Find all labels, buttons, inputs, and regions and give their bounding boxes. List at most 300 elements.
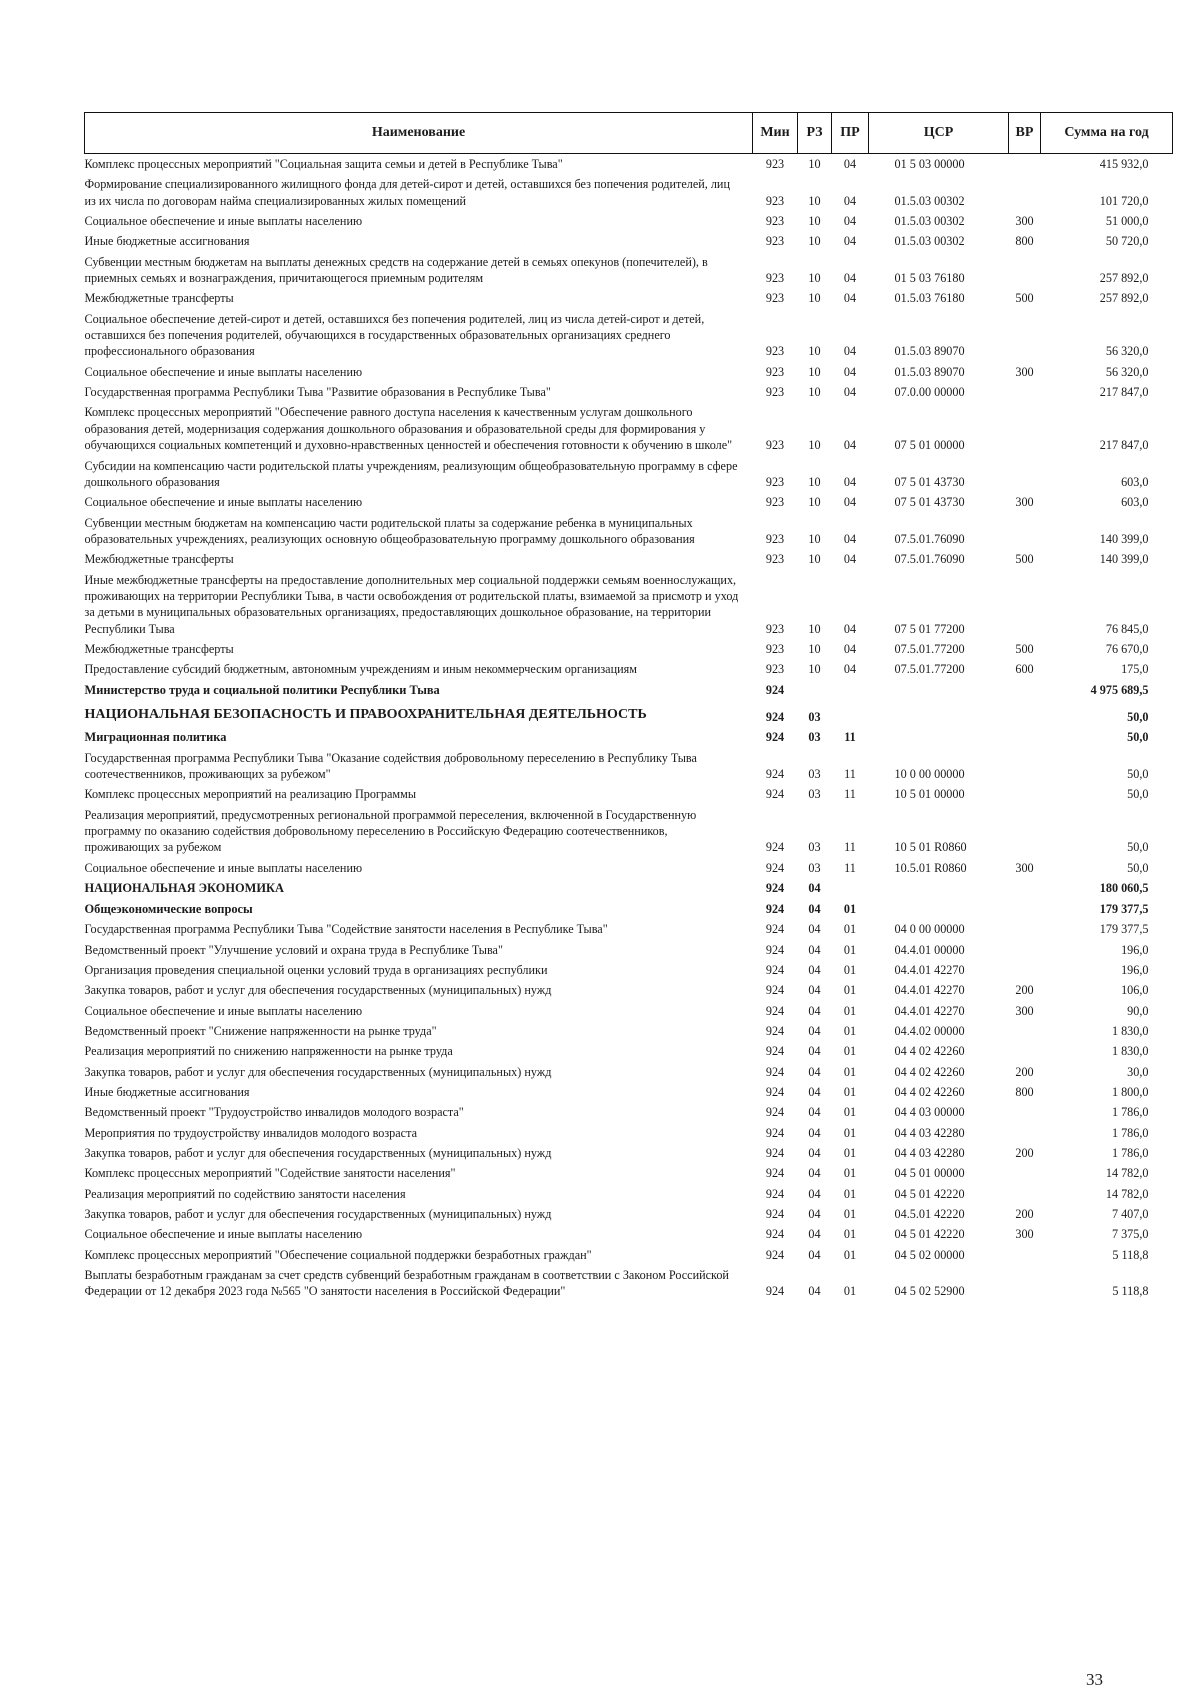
cell-min: 923 [765,621,785,636]
cell-vr: 200 [1015,1064,1034,1079]
cell-csr: 04 5 01 42220 [894,1186,965,1201]
cell-rz: 10 [808,193,821,208]
cell-sum: 56 320,0 [1105,364,1149,379]
cell-sum: 1 786,0 [1111,1146,1149,1160]
cell-csr: 04 4 02 42260 [894,1044,965,1059]
cell-min: 924 [765,766,785,781]
table-row [85,700,1173,727]
cell-min: 924 [765,922,785,937]
cell-sum: 257 892,0 [1099,291,1149,306]
cell-sum: 1 830,0 [1111,1044,1149,1059]
table-row [85,878,1173,899]
cell-csr [869,878,1009,899]
cell-csr [869,727,1009,748]
table-row [85,1184,1173,1204]
table-row [85,252,1173,289]
cell-name: Субсидии на компенсацию части родительской платы учреждениям, реализующим общеобразовательную программу в сфере дошкольного образования [84,458,738,489]
cell-vr [1009,252,1041,289]
table-row [85,362,1173,382]
cell-vr [1009,570,1041,639]
cell-csr: 04 4 03 00000 [894,1105,965,1120]
header-vr: ВР [1009,113,1041,154]
cell-min: 923 [765,193,785,208]
cell-rz: 10 [808,474,821,489]
cell-sum: 14 782,0 [1105,1186,1149,1201]
cell-name: Реализация мероприятий по снижению напряженности на рынке труда [84,1044,453,1059]
cell-rz: 03 [808,840,821,855]
cell-name: Иные бюджетные ассигнования [84,1084,250,1099]
cell-name: Ведомственный проект "Трудоустройство инвалидов молодого возраста" [84,1105,464,1120]
cell-vr [1009,174,1041,211]
cell-rz: 04 [808,901,821,916]
cell-name: Миграционная политика [84,729,227,744]
cell-csr: 10 5 01 00000 [894,787,965,802]
cell-min: 924 [765,942,785,957]
cell-vr [1009,1184,1041,1204]
cell-rz: 10 [808,291,821,306]
cell-vr: 200 [1015,1207,1034,1222]
table-row [85,1224,1173,1244]
cell-pr: 01 [843,1023,857,1038]
table-row [85,492,1173,512]
table-row [85,1245,1173,1265]
cell-vr: 500 [1015,641,1034,656]
cell-csr: 07.5.01.76090 [894,552,965,567]
cell-min: 923 [765,214,785,229]
cell-min: 924 [765,962,785,977]
cell-pr: 04 [843,385,857,400]
cell-pr: 01 [843,1247,857,1262]
cell-rz: 03 [808,766,821,781]
cell-pr: 01 [843,1146,857,1160]
cell-min: 924 [765,983,785,998]
cell-rz: 04 [808,1105,821,1120]
table-row [85,154,1173,175]
cell-sum: 1 786,0 [1111,1105,1149,1120]
cell-min: 923 [765,552,785,567]
table-row [85,899,1173,920]
header-min: Мин [753,113,798,154]
table-row [85,639,1173,659]
cell-pr: 11 [844,787,856,802]
cell-csr: 01 5 03 00000 [894,157,965,171]
cell-pr: 01 [843,1166,857,1181]
cell-csr [869,899,1009,920]
table-row [85,858,1173,878]
cell-vr [1009,680,1041,701]
cell-rz: 04 [808,922,821,937]
table-row [85,1123,1173,1143]
cell-csr: 04 5 01 00000 [894,1166,965,1181]
cell-vr: 200 [1015,983,1034,998]
cell-sum: 50,0 [1127,709,1149,724]
cell-csr: 01.5.03 76180 [894,291,965,306]
cell-vr [1009,1102,1041,1122]
cell-csr: 04 4 02 42260 [894,1064,965,1079]
cell-sum: 1 786,0 [1111,1125,1149,1140]
cell-name: Социальное обеспечение и иные выплаты населению [84,364,363,379]
table-row [85,456,1173,493]
cell-name: Закупка товаров, работ и услуг для обеспечения государственных (муниципальных) нужд [84,1207,552,1222]
cell-name: Закупка товаров, работ и услуг для обеспечения государственных (муниципальных) нужд [84,1064,552,1079]
table-row [85,382,1173,402]
cell-name: Закупка товаров, работ и услуг для обеспечения государственных (муниципальных) нужд [84,1146,552,1160]
cell-rz: 10 [808,385,821,400]
cell-rz: 10 [808,641,821,656]
cell-min: 923 [765,662,785,677]
cell-csr: 07 5 01 43730 [894,474,965,489]
cell-pr: 11 [844,840,856,855]
cell-sum: 4 975 689,5 [1090,682,1149,697]
cell-vr [1009,940,1041,960]
cell-pr: 01 [843,983,857,998]
cell-rz: 04 [808,942,821,957]
cell-pr: 01 [843,962,857,977]
cell-sum: 257 892,0 [1099,271,1149,286]
cell-name: Социальное обеспечение и иные выплаты населению [84,214,363,229]
cell-name: Социальное обеспечение и иные выплаты населению [84,1227,363,1242]
cell-csr [869,680,1009,701]
cell-vr [1009,805,1041,858]
table-row [85,784,1173,804]
cell-name: Комплекс процессных мероприятий "Обеспечение равного доступа населения к качественным услугам дошкольного образования детей, модернизация содержания дошкольного образования и образовательной среды для формирования у обучающихся социальных компетенций и духовно-нравственных ценностей и обеспечения готовности к обучению в школе" [84,405,733,453]
table-row [85,231,1173,251]
table-body [85,154,1173,1302]
table-row [85,980,1173,1000]
cell-vr [1009,382,1041,402]
cell-rz: 10 [808,531,821,546]
cell-min: 923 [765,474,785,489]
cell-rz: 04 [808,1023,821,1038]
cell-min: 923 [765,438,785,453]
cell-vr [1009,154,1041,175]
cell-name: Социальное обеспечение и иные выплаты населению [84,1003,363,1018]
cell-csr: 04 4 03 42280 [894,1125,965,1140]
cell-rz: 10 [808,364,821,379]
cell-name: Иные бюджетные ассигнования [84,234,250,249]
cell-pr: 04 [843,531,857,546]
cell-pr: 04 [843,344,857,359]
table-row [85,960,1173,980]
cell-vr [1009,1123,1041,1143]
cell-min: 924 [765,1084,785,1099]
cell-csr [869,700,1009,727]
cell-name: Комплекс процессных мероприятий "Социальная защита семьи и детей в Республике Тыва" [84,157,563,171]
table-row [85,1082,1173,1102]
cell-rz: 04 [808,1227,821,1242]
cell-name: Социальное обеспечение и иные выплаты населению [84,495,363,510]
cell-sum: 603,0 [1121,474,1149,489]
cell-vr [1009,1163,1041,1183]
cell-min: 924 [765,1023,785,1038]
cell-csr: 07 5 01 00000 [894,438,965,453]
cell-min: 923 [765,344,785,359]
cell-name: Выплаты безработным гражданам за счет средств субвенций безработным гражданам в соответствии с Законом Российской Федерации от 12 декабря 2023 года №565 "О занятости населения в Российской Федерации" [84,1268,729,1299]
cell-pr: 01 [843,1064,857,1079]
cell-rz: 04 [808,1125,821,1140]
cell-name: Ведомственный проект "Улучшение условий и охрана труда в Республике Тыва" [84,942,503,957]
page-number: 33 [1086,1670,1103,1689]
table-row [85,288,1173,308]
cell-csr: 04.4.01 42270 [894,983,965,998]
cell-min: 924 [765,840,785,855]
cell-sum: 56 320,0 [1105,344,1149,359]
cell-pr: 04 [843,271,857,286]
cell-name: Организация проведения специальной оценки условий труда в организациях республики [84,962,548,977]
cell-vr [1009,727,1041,748]
table-row [85,680,1173,701]
cell-rz: 10 [808,234,821,249]
cell-min: 924 [765,1003,785,1018]
cell-sum: 5 118,8 [1112,1247,1149,1262]
table-row [85,727,1173,748]
cell-pr [832,680,869,701]
cell-name: Комплекс процессных мероприятий "Обеспечение социальной поддержки безработных граждан" [84,1247,592,1262]
header-sum: Сумма на год [1041,113,1173,154]
cell-vr: 300 [1015,495,1034,510]
cell-sum: 50,0 [1127,860,1149,875]
cell-vr: 800 [1015,1084,1034,1099]
cell-csr: 07.0.00 00000 [894,385,965,400]
cell-pr: 04 [843,234,857,249]
cell-csr: 04.4.02 00000 [894,1023,965,1038]
cell-sum: 140 399,0 [1099,552,1149,567]
cell-sum: 179 377,5 [1099,901,1149,916]
cell-name: Общеэкономические вопросы [84,901,253,916]
cell-min: 924 [765,1166,785,1181]
cell-vr [1009,700,1041,727]
cell-csr: 07.5.01.76090 [894,531,965,546]
table-row [85,659,1173,679]
cell-pr: 01 [843,1284,857,1299]
cell-min: 924 [765,1105,785,1120]
cell-csr: 01.5.03 00302 [894,193,965,208]
cell-rz: 04 [808,983,821,998]
cell-csr: 04.4.01 42270 [894,1003,965,1018]
cell-csr: 07 5 01 43730 [894,495,965,510]
cell-vr: 600 [1015,662,1034,677]
cell-name: Межбюджетные трансферты [84,291,234,306]
cell-sum: 1 830,0 [1111,1023,1149,1038]
table-row [85,1102,1173,1122]
cell-pr: 04 [843,193,857,208]
cell-min: 924 [765,709,785,724]
table-row [85,1062,1173,1082]
cell-name: Межбюджетные трансферты [84,552,234,567]
cell-rz: 10 [808,495,821,510]
cell-csr: 04 5 01 42220 [894,1227,965,1242]
cell-pr: 04 [843,474,857,489]
cell-sum: 196,0 [1121,942,1149,957]
cell-vr: 300 [1015,860,1034,875]
cell-name: Ведомственный проект "Снижение напряженности на рынке труда" [84,1023,437,1038]
cell-rz: 04 [808,1003,821,1018]
cell-pr: 01 [843,1125,857,1140]
cell-name: Реализация мероприятий по содействию занятости населения [84,1186,406,1201]
cell-csr: 04 5 02 00000 [894,1247,965,1262]
cell-rz: 03 [808,730,821,745]
cell-min: 923 [765,531,785,546]
cell-sum: 90,0 [1127,1003,1149,1018]
table-row [85,919,1173,939]
cell-rz: 04 [808,1166,821,1181]
cell-sum: 603,0 [1121,495,1149,510]
cell-csr: 04 0 00 00000 [894,922,965,937]
cell-sum: 50,0 [1127,766,1149,781]
cell-vr [1009,919,1041,939]
cell-name: Государственная программа Республики Тыва "Оказание содействия добровольному переселению в Республику Тыва соотечественников, проживающих за рубежом" [84,750,697,781]
table-row [85,513,1173,550]
header-rz: РЗ [798,113,832,154]
cell-sum: 7 407,0 [1111,1207,1149,1222]
cell-sum: 5 118,8 [1112,1284,1149,1299]
table-row [85,402,1173,455]
cell-csr: 04 4 02 42260 [894,1084,965,1099]
cell-vr [1009,1041,1041,1061]
cell-rz: 04 [808,1084,821,1099]
cell-pr: 04 [843,641,857,656]
cell-pr: 04 [843,495,857,510]
cell-vr [1009,1245,1041,1265]
cell-min: 924 [765,1207,785,1222]
table-row [85,309,1173,362]
cell-sum: 50,0 [1127,787,1149,802]
cell-rz: 10 [808,344,821,359]
cell-sum: 217 847,0 [1099,385,1149,400]
cell-pr: 04 [843,662,857,677]
cell-pr: 04 [843,552,857,567]
cell-sum: 101 720,0 [1099,193,1149,208]
cell-min: 924 [765,1247,785,1262]
cell-min: 923 [765,364,785,379]
cell-min: 924 [765,860,785,875]
cell-pr: 01 [843,1003,857,1018]
cell-pr: 01 [843,1105,857,1120]
cell-pr: 01 [843,1207,857,1222]
cell-rz: 04 [808,1146,821,1160]
cell-vr [1009,456,1041,493]
table-row [85,1163,1173,1183]
table-row [85,805,1173,858]
cell-sum: 76 845,0 [1105,621,1149,636]
cell-rz: 04 [808,1044,821,1059]
cell-min: 923 [765,641,785,656]
cell-pr: 11 [844,766,856,781]
cell-vr [1009,402,1041,455]
cell-pr: 01 [843,1084,857,1099]
table-row [85,211,1173,231]
cell-vr [1009,784,1041,804]
cell-name: Мероприятия по трудоустройству инвалидов молодого возраста [84,1125,417,1140]
cell-vr [1009,960,1041,980]
cell-vr: 500 [1015,291,1034,306]
cell-vr: 300 [1015,214,1034,229]
cell-pr: 04 [843,291,857,306]
header-pr: ПР [832,113,869,154]
table-row [85,940,1173,960]
cell-vr: 300 [1015,1227,1034,1242]
cell-csr: 10 0 00 00000 [894,766,965,781]
cell-csr: 10.5.01 R0860 [894,860,967,875]
cell-vr: 300 [1015,1003,1034,1018]
cell-csr: 07 5 01 77200 [894,621,965,636]
table-row [85,570,1173,639]
cell-min: 924 [765,1146,785,1160]
cell-csr: 04 4 03 42280 [894,1146,965,1160]
cell-name: Субвенции местным бюджетам на выплаты денежных средств на содержание детей в семьях опекунов (попечителей), в приемных семьях и вознаграждения, причитающегося приемным родителям [84,254,708,286]
cell-csr: 07.5.01.77200 [894,662,965,677]
cell-sum: 51 000,0 [1105,214,1149,229]
cell-min: 924 [765,1125,785,1140]
cell-min: 923 [765,157,785,171]
cell-sum: 30,0 [1127,1064,1149,1079]
cell-vr: 300 [1015,364,1034,379]
cell-min: 924 [765,1227,785,1242]
cell-rz: 10 [808,271,821,286]
table-row [85,1265,1173,1302]
cell-sum: 180 060,5 [1099,881,1149,896]
cell-pr: 01 [843,1044,857,1059]
table-header-row [85,113,1173,154]
cell-csr: 07.5.01.77200 [894,641,965,656]
cell-rz: 10 [808,552,821,567]
cell-name: Формирование специализированного жилищного фонда для детей-сирот и детей, оставшихся без попечения родителей, лиц из их числа по договорам найма специализированных жилых помещений [84,177,730,208]
cell-pr: 01 [843,1186,857,1201]
cell-pr: 04 [843,438,857,453]
cell-min: 923 [765,234,785,249]
cell-min: 924 [765,787,785,802]
cell-sum: 179 377,5 [1099,922,1149,937]
cell-min: 924 [765,1284,785,1299]
cell-min: 924 [765,1064,785,1079]
cell-pr: 04 [843,214,857,229]
table-row [85,1204,1173,1224]
header-csr: ЦСР [869,113,1009,154]
cell-name: Государственная программа Республики Тыва "Содействие занятости населения в Республике Тыва" [84,922,608,937]
cell-vr [1009,899,1041,920]
cell-sum: 196,0 [1121,962,1149,977]
cell-pr: 01 [843,901,857,916]
table-row [85,1041,1173,1061]
cell-min: 924 [765,1044,785,1059]
cell-rz: 03 [808,787,821,802]
cell-pr: 01 [843,942,857,957]
cell-name: НАЦИОНАЛЬНАЯ ЭКОНОМИКА [84,881,284,895]
cell-pr: 01 [843,1227,857,1242]
cell-pr [832,700,869,727]
cell-csr: 04 5 02 52900 [894,1284,965,1299]
cell-min: 924 [765,1186,785,1201]
cell-rz: 04 [808,1284,821,1299]
cell-rz: 10 [808,214,821,229]
cell-csr: 04.4.01 00000 [894,942,965,957]
cell-csr: 04.5.01 42220 [894,1207,965,1222]
cell-sum: 1 800,0 [1111,1084,1149,1099]
cell-name: Комплекс процессных мероприятий на реализацию Программы [84,787,417,802]
cell-sum: 217 847,0 [1099,438,1149,453]
cell-rz: 03 [808,860,821,875]
cell-sum: 7 375,0 [1111,1227,1149,1242]
cell-rz: 04 [808,1247,821,1262]
cell-vr [1009,309,1041,362]
cell-rz [798,680,832,701]
cell-name: НАЦИОНАЛЬНАЯ БЕЗОПАСНОСТЬ И ПРАВООХРАНИТЕЛЬНАЯ ДЕЯТЕЛЬНОСТЬ [84,707,647,723]
cell-name: Социальное обеспечение детей-сирот и детей, оставшихся без попечения родителей, лиц из числа детей-сирот и детей, оставшихся без попечения родителей, обучающихся в государственных образовательных организациях среднего профессионального образования [84,311,705,359]
cell-name: Предоставление субсидий бюджетным, автономным учреждениям и иным некоммерческим организациям [84,662,637,677]
cell-min: 924 [765,682,785,697]
cell-name: Социальное обеспечение и иные выплаты населению [84,860,363,875]
cell-sum: 140 399,0 [1099,531,1149,546]
